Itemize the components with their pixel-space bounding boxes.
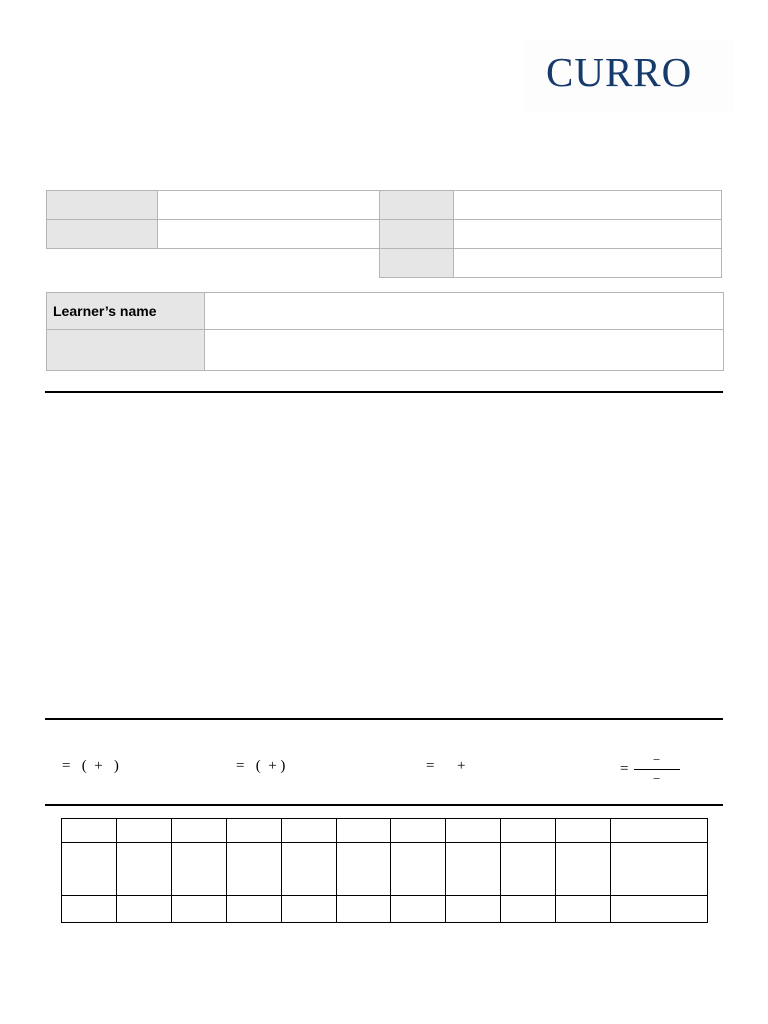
grid-cell[interactable] bbox=[226, 819, 281, 843]
grid-row bbox=[62, 819, 708, 843]
info-label-cell bbox=[380, 220, 454, 249]
grid-cell[interactable] bbox=[62, 819, 117, 843]
grid-cell[interactable] bbox=[336, 896, 391, 923]
formula-2: = ( + ) bbox=[236, 758, 286, 774]
learner-label-cell bbox=[47, 330, 205, 371]
info-label-cell bbox=[47, 220, 158, 249]
learner-value-field[interactable] bbox=[204, 330, 723, 371]
fraction-bar bbox=[634, 769, 680, 770]
formula-4 bbox=[620, 752, 684, 788]
divider-line bbox=[45, 804, 723, 806]
info-value-cell[interactable] bbox=[454, 191, 722, 220]
info-value-cell[interactable] bbox=[157, 191, 380, 220]
grid-cell[interactable] bbox=[501, 896, 556, 923]
grid-cell[interactable] bbox=[226, 843, 281, 896]
grid-cell[interactable] bbox=[391, 819, 446, 843]
grid-row bbox=[62, 843, 708, 896]
grid-cell[interactable] bbox=[62, 843, 117, 896]
grid-cell[interactable] bbox=[116, 819, 171, 843]
grid-cell[interactable] bbox=[171, 819, 226, 843]
grid-cell[interactable] bbox=[336, 843, 391, 896]
grid-cell[interactable] bbox=[611, 896, 708, 923]
learner-table bbox=[46, 292, 724, 371]
logo-text: CURRO bbox=[546, 49, 693, 95]
info-value-cell[interactable] bbox=[157, 220, 380, 249]
grid-cell[interactable] bbox=[611, 843, 708, 896]
grid-cell[interactable] bbox=[336, 819, 391, 843]
info-table bbox=[46, 190, 722, 278]
grid-cell[interactable] bbox=[556, 896, 611, 923]
grid-cell[interactable] bbox=[501, 819, 556, 843]
grid-cell[interactable] bbox=[556, 843, 611, 896]
learner-name-field[interactable] bbox=[204, 293, 723, 330]
grid-cell[interactable] bbox=[446, 819, 501, 843]
grid-cell[interactable] bbox=[446, 843, 501, 896]
divider-line bbox=[45, 718, 723, 720]
info-label-cell bbox=[380, 249, 454, 278]
empty-cell bbox=[157, 249, 380, 278]
grid-cell[interactable] bbox=[556, 819, 611, 843]
grid-cell[interactable] bbox=[281, 819, 336, 843]
formula-1: = ( + ) bbox=[62, 758, 119, 774]
grid-cell[interactable] bbox=[62, 896, 117, 923]
grid-cell[interactable] bbox=[391, 843, 446, 896]
info-label-cell bbox=[380, 191, 454, 220]
divider-line bbox=[45, 391, 723, 393]
curro-logo bbox=[524, 40, 734, 112]
answer-grid bbox=[61, 818, 708, 923]
empty-cell bbox=[47, 249, 158, 278]
grid-cell[interactable] bbox=[171, 896, 226, 923]
grid-cell[interactable] bbox=[281, 896, 336, 923]
grid-cell[interactable] bbox=[611, 819, 708, 843]
grid-cell[interactable] bbox=[501, 843, 556, 896]
grid-cell[interactable] bbox=[391, 896, 446, 923]
formula-4-numerator: − bbox=[653, 752, 661, 767]
grid-cell[interactable] bbox=[446, 896, 501, 923]
grid-cell[interactable] bbox=[116, 896, 171, 923]
formula-4-equals: = bbox=[620, 761, 629, 777]
info-label-cell bbox=[47, 191, 158, 220]
grid-cell[interactable] bbox=[226, 896, 281, 923]
learner-name-label: Learner’s name bbox=[47, 293, 205, 330]
info-value-cell[interactable] bbox=[454, 220, 722, 249]
info-value-cell[interactable] bbox=[454, 249, 722, 278]
formula-4-denominator: − bbox=[653, 771, 661, 786]
grid-row bbox=[62, 896, 708, 923]
grid-cell[interactable] bbox=[281, 843, 336, 896]
grid-cell[interactable] bbox=[116, 843, 171, 896]
formula-3: = + bbox=[426, 758, 466, 774]
grid-cell[interactable] bbox=[171, 843, 226, 896]
